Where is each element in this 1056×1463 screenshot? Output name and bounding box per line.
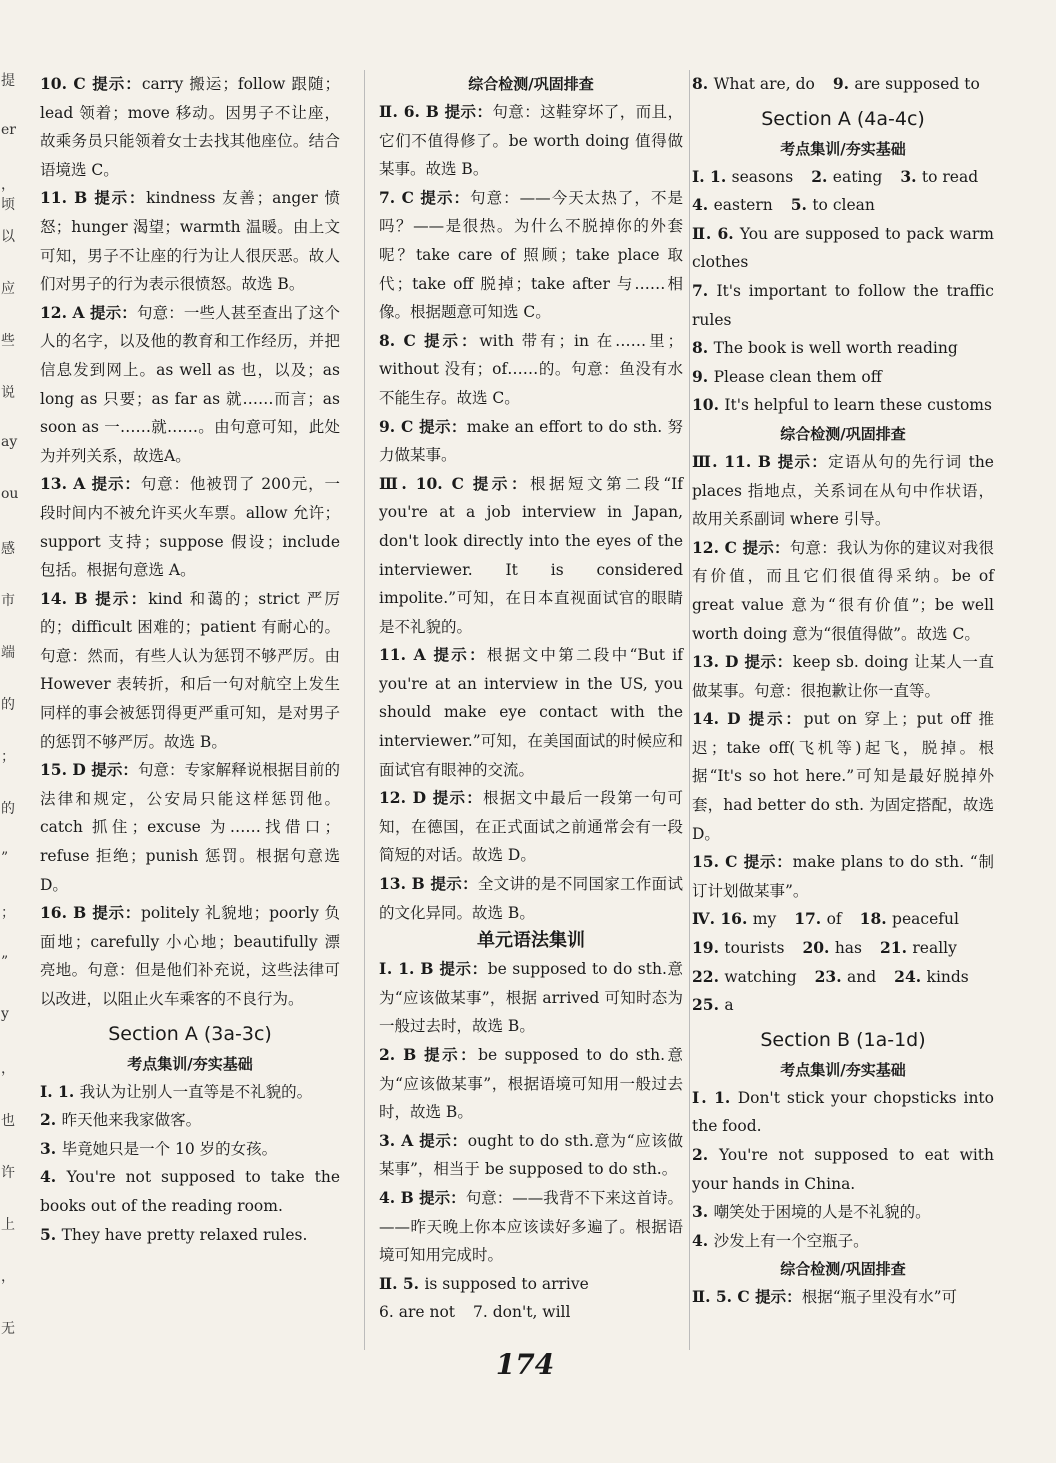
item-number: 16. B	[40, 903, 93, 923]
item-text: seasons	[731, 167, 794, 186]
item-text: 句意：专家解释说根据目前的法律和规定，公安局只能这样惩罚他。catch 抓住；excuse 为……找借口；refuse 拒绝；punish 惩罚。根据句意选 D。	[40, 761, 340, 894]
item-number: 7. C	[379, 187, 421, 207]
answer-item	[379, 870, 683, 927]
hint-label: 提示：	[420, 187, 471, 207]
answer-item	[379, 784, 683, 870]
hint-label: 提示：	[433, 645, 487, 665]
answer-item	[379, 641, 683, 784]
answer-item	[379, 955, 683, 1041]
answer-item	[794, 905, 841, 934]
answer-item	[379, 1127, 683, 1184]
item-text: tourists	[724, 939, 785, 958]
edge-fragment: ou	[1, 486, 19, 502]
item-text: They have pretty relaxed rules.	[61, 1225, 308, 1244]
edge-fragment: ；	[1, 749, 15, 765]
item-text: a	[724, 996, 734, 1015]
edge-fragment: 市	[1, 593, 15, 609]
item-number: 5.	[40, 1224, 62, 1244]
item-text: has	[834, 939, 862, 958]
item-number: 21.	[880, 938, 913, 958]
hint-label: 提示：	[444, 102, 493, 121]
item-text: 句意：一些人甚至查出了这个人的名字，以及他的教育和工作经历，并把信息发到网上。as well as 也，以及；as long as 只要；as far as 就……而言；as soon as 一……就……。由句意可知，此处为并列关系，故选A。	[40, 303, 340, 465]
item-number: 8.	[692, 338, 714, 358]
answer-item	[692, 705, 994, 848]
edge-fragment: ，顷	[1, 177, 15, 213]
item-text: of	[826, 910, 842, 929]
subsection-title: 考点集训/夯实基础	[780, 139, 906, 158]
answer-item	[692, 848, 994, 905]
answer-row	[692, 991, 994, 1020]
answer-item	[692, 991, 734, 1020]
edge-fragment: 也	[1, 1113, 15, 1129]
item-text: kind 和蔼的；strict 严厉的；difficult 困难的；patient 有耐心的。句意：然而，有些人认为惩罚不够严厉。由 However 表转折，和后一句对航空上发生同样的事会被惩罚得更严重可知，是对男子的惩罚不够严厉。故选 B。	[40, 589, 340, 751]
item-number: 12. C	[692, 537, 743, 557]
item-number: Ⅳ. 16.	[692, 909, 753, 929]
item-number: 8.	[692, 74, 714, 93]
answer-item	[379, 1184, 683, 1270]
column-1	[40, 70, 340, 1249]
answer-item	[900, 163, 978, 192]
edge-fragment: 无	[1, 1321, 15, 1337]
item-text: carry 搬运；follow 跟随；lead 领着；move 移动。因男子不让座，故乘务员只能领着女士去找其他座位。结合语境选 C。	[40, 75, 340, 179]
answer-item	[379, 1041, 683, 1127]
item-number: 20.	[802, 938, 835, 958]
item-text: to clean	[812, 196, 875, 215]
item-text: kinds	[926, 967, 969, 986]
answer-item	[692, 1227, 994, 1256]
answer-item	[692, 163, 793, 192]
hint-label: 提示：	[424, 1045, 479, 1064]
item-number: 18.	[859, 909, 893, 929]
item-number: 2.	[40, 1110, 62, 1130]
item-number: 4.	[40, 1167, 67, 1187]
item-text: 根据文中最后一段第一句可知，在德国，在正式面试之前通常会有一段简短的对话。故选 D。	[379, 789, 683, 865]
edge-fragment: ”	[1, 850, 9, 866]
item-text: kindness 友善；anger 愤怒；hunger 渴望；warmth 温暖。由上文可知，男子不让座的行为让人很厌恶。故人们对男子的行为表示很愤怒。故选 B。	[40, 189, 340, 294]
edge-fragment: 些	[1, 333, 15, 349]
answer-item	[692, 191, 773, 220]
edge-fragment: 的	[1, 697, 15, 713]
item-text: 句意：——我背不下来这首诗。——昨天晚上你本应该读好多遍了。根据语境可知用完成时。	[379, 1188, 683, 1265]
item-number: 8. C	[379, 330, 425, 350]
item-text: 句意：我认为你的建议对我很有价值，而且它们很值得采纳。be of great value 意为“很有价值”；be well worth doing 意为“很值得做”。故选 C。	[692, 538, 994, 643]
item-number: 10.	[692, 395, 725, 415]
item-number: Ⅰ. 1.	[40, 1081, 80, 1101]
edge-fragment: ”	[1, 954, 9, 970]
item-text: put on 穿上；put off 推迟；take off(飞机等)起飞，脱掉。根据“It's so hot here.”可知是最好脱掉外套，had better do sth. 为固定搭配，故选 D。	[692, 710, 994, 843]
answer-item	[40, 1221, 340, 1250]
item-text: with 带有；in 在……里；without 没有；of……的。句意：鱼没有水不能生存。故选 C。	[379, 331, 684, 407]
section-title: Section B (1a-1d)	[760, 1028, 926, 1051]
item-number: 3.	[692, 1202, 714, 1222]
answer-item	[692, 277, 994, 334]
item-number: 3.	[40, 1138, 62, 1158]
item-text: really	[912, 939, 957, 958]
item-number: 2.	[692, 1145, 719, 1164]
answer-item	[692, 1141, 994, 1198]
item-number: 4.	[692, 195, 714, 215]
item-text: You're not supposed to take the books out of the reading room.	[40, 1168, 340, 1215]
item-number: Ⅲ. 10. C	[379, 473, 473, 493]
answer-item	[692, 534, 994, 648]
item-number: 3.	[900, 166, 922, 186]
hint-label: 提示：	[92, 74, 142, 93]
answer-item	[880, 934, 957, 963]
item-number: Ⅱ. 5. C	[692, 1287, 756, 1307]
item-text: 我认为让别人一直等是不礼貌的。	[79, 1082, 313, 1101]
item-text: Please clean them off	[713, 367, 882, 386]
subsection-title: 考点集训/夯实基础	[127, 1054, 253, 1073]
hint-label: 提示：	[419, 1187, 466, 1207]
answer-item: 6. are not	[379, 1303, 456, 1322]
hint-label: 提示：	[91, 474, 141, 494]
hint-label: 提示：	[748, 709, 804, 729]
answer-item	[811, 163, 882, 192]
section-title: Section A (4a-4c)	[761, 107, 925, 130]
hint-label: 提示：	[742, 537, 790, 557]
answer-item	[379, 1270, 683, 1299]
edge-fragment: 以	[1, 229, 15, 245]
answer-item	[379, 470, 683, 642]
hint-label: 提示：	[95, 588, 149, 608]
item-text: to read	[921, 167, 979, 186]
answer-row	[692, 905, 994, 934]
answer-item	[40, 470, 340, 584]
item-number: 11. B	[40, 188, 95, 208]
subsection-title: 考点集训/夯实基础	[780, 1060, 906, 1079]
edge-fragment: 端	[1, 645, 15, 661]
item-number: 7.	[692, 280, 717, 300]
answer-item	[692, 648, 994, 705]
item-number: 5.	[790, 195, 813, 215]
hint-label: 提示：	[755, 1287, 802, 1307]
item-number: Ⅲ. 11. B	[692, 451, 778, 471]
hint-label: 提示：	[439, 959, 488, 979]
left-edge-fragments	[0, 0, 20, 1463]
edge-fragment: ，	[1, 1269, 15, 1285]
item-text: 根据文中第二段中“But if you're at an interview in the US, you should make eye contact with the interviewer.”可知，在美国面试的时候应和面试官有眼神的交流。	[379, 646, 683, 779]
item-text: is supposed to arrive	[424, 1274, 589, 1293]
answer-row	[692, 963, 994, 992]
item-number: 2.	[811, 166, 833, 186]
item-text: 句意：他被罚了 200元，一段时间内不被允许买火车票。allow 允许；support 支持；suppose 假设；include 包括。根据句意选 A。	[40, 475, 340, 580]
answer-item	[815, 963, 877, 992]
item-text: eating	[832, 167, 883, 186]
item-number: 13. A	[40, 474, 92, 494]
edge-fragment: ；	[1, 905, 15, 921]
edge-fragment: 说	[1, 385, 15, 401]
item-text: watching	[724, 967, 797, 986]
item-text: eastern	[713, 196, 773, 215]
answer-item	[40, 1106, 340, 1135]
item-number: Ⅱ. 6.	[692, 223, 740, 243]
hint-label: 提示：	[92, 903, 141, 923]
hint-label: 提示：	[94, 188, 147, 208]
answer-item	[40, 1163, 340, 1220]
answer-item	[692, 391, 994, 420]
answer-item	[379, 98, 683, 184]
answer-item	[379, 327, 683, 413]
item-text: my	[752, 910, 777, 929]
item-text: peaceful	[892, 910, 959, 929]
item-text: keep sb. doing 让某人一直做某事。句意：很抱歉让你一直等。	[692, 653, 994, 700]
item-text: 根据“瓶子里没有水”可	[801, 1288, 958, 1307]
edge-fragment: ay	[1, 434, 18, 450]
item-number: 14. D	[692, 709, 749, 729]
item-number: 9.	[832, 74, 855, 93]
answer-item	[692, 363, 994, 392]
answer-item	[692, 334, 994, 363]
answer-item	[692, 905, 776, 934]
item-text: You're not supposed to eat with your hands in China.	[692, 1146, 994, 1193]
item-text: 沙发上有一个空瓶子。	[713, 1231, 869, 1250]
item-number: 13. D	[692, 652, 745, 672]
item-number: 14. B	[40, 588, 96, 608]
item-text: You are supposed to pack warm clothes	[692, 224, 995, 272]
answer-item	[860, 905, 959, 934]
answer-item	[40, 1078, 340, 1107]
edge-fragment: 提	[1, 73, 15, 89]
hint-label: 提示：	[90, 302, 137, 322]
answer-row	[379, 1298, 683, 1327]
page-number: 174	[495, 1348, 555, 1381]
answer-item	[40, 899, 340, 1013]
hint-label: 提示：	[432, 788, 484, 808]
item-number: Ⅱ. 5.	[379, 1273, 425, 1293]
answer-item	[379, 413, 683, 470]
item-number: 22.	[692, 966, 725, 986]
item-number: 4.	[692, 1230, 714, 1250]
item-number: 15. D	[40, 760, 92, 780]
item-text: are supposed to	[854, 75, 980, 93]
column-2	[364, 70, 690, 1350]
hint-label: 提示：	[91, 760, 138, 780]
item-number: 11. A	[379, 645, 434, 665]
item-text: It's important to follow the traffic rules	[692, 281, 994, 329]
subsection-title: 综合检测/巩固排查	[468, 75, 594, 93]
answer-item	[40, 756, 340, 899]
item-text: ought to do sth.意为“应该做某事”，相当于 be supposed to do sth.。	[379, 1131, 683, 1179]
answer-item	[894, 963, 969, 992]
item-text: 句意：——今天太热了，不是吗？——是很热。为什么不脱掉你的外套呢？take care of 照顾；take place 取代；take off 脱掉；take after 与……相像。根据题意可知选 C。	[379, 188, 683, 322]
edge-fragment: 感	[1, 541, 15, 557]
answer-item	[40, 585, 340, 757]
hint-label: 提示：	[430, 874, 478, 894]
item-text: make an effort to do sth. 努力做某事。	[379, 417, 684, 465]
item-number: 24.	[894, 966, 927, 986]
item-number: 12. A	[40, 302, 91, 322]
answer-item	[40, 1135, 340, 1164]
answer-item	[692, 70, 815, 99]
item-number: Ⅰ. 1.	[692, 166, 732, 186]
answer-item	[692, 1084, 994, 1141]
item-number: 9. C	[379, 416, 420, 436]
answer-item	[692, 963, 797, 992]
answer-item	[802, 934, 862, 963]
item-number: 25.	[692, 995, 725, 1015]
answer-item	[379, 184, 683, 327]
item-number: 17.	[794, 909, 827, 929]
item-text: The book is well worth reading	[713, 339, 958, 358]
hint-label: 提示：	[743, 852, 793, 872]
subsection-title: 综合检测/巩固排查	[780, 1260, 906, 1279]
item-text: politely 礼貌地；poorly 负面地；carefully 小心地；beautifully 漂亮地。句意：但是他们补充说，这些法律可以改进，以阻止火车乘客的不良行为。	[40, 904, 340, 1008]
answer-item	[692, 1283, 994, 1312]
answer-item	[692, 934, 784, 963]
item-number: 15. C	[692, 852, 744, 872]
section-title: Section A (3a-3c)	[108, 1022, 272, 1045]
edge-fragment: ，	[1, 1061, 15, 1077]
edge-fragment: 的	[1, 801, 15, 817]
answer-item	[692, 220, 994, 277]
item-text: be supposed to do sth.意为“应该做某事”，根据 arrived 可知时态为一般过去时，故选 B。	[379, 960, 683, 1036]
answer-item	[40, 70, 340, 184]
edge-fragment: y	[1, 1006, 9, 1022]
item-text: 根据短文第二段“If you're at a job interview in Japan, don't look directly into the eyes of the interviewer. It is considered impolite.”可知，在日本直视面试官的眼睛是不礼貌的。	[379, 474, 683, 636]
item-number: 9.	[692, 366, 714, 386]
item-text: It's helpful to learn these customs	[724, 396, 992, 415]
answer-row	[692, 934, 994, 963]
item-number: 2. B	[379, 1045, 425, 1064]
item-number: 13. B	[379, 874, 431, 894]
answer-item	[791, 191, 875, 220]
item-text: 定语从句的先行词 the places 指地点，关系词在从句中作状语，故用关系副词 where 引导。	[692, 452, 994, 529]
item-text: Don't stick your chopsticks into the food.	[692, 1088, 994, 1136]
item-number: Ⅰ. 1. B	[379, 959, 440, 979]
edge-fragment: 许	[1, 1165, 15, 1181]
item-number: 4. B	[379, 1187, 420, 1207]
answer-item	[692, 1198, 994, 1227]
edge-fragment: 应	[1, 281, 15, 297]
item-text: 毕竟她只是一个 10 岁的女孩。	[61, 1139, 278, 1158]
answer-item	[40, 299, 340, 471]
item-text: 昨天他来我家做客。	[61, 1111, 202, 1130]
item-number: Ⅱ. 6. B	[379, 102, 445, 121]
item-text: 全文讲的是不同国家工作面试的文化异同。故选 B。	[379, 875, 683, 922]
item-number: 10. C	[40, 74, 93, 93]
edge-fragment: er	[1, 122, 16, 138]
item-text: 嘲笑处于困境的人是不礼貌的。	[713, 1203, 931, 1222]
item-number: 23.	[814, 966, 848, 986]
item-text: What are, do	[713, 75, 815, 93]
item-text: 句意：这鞋穿坏了，而且，它们不值得修了。be worth doing 值得做某事。故选 B。	[379, 103, 683, 179]
subsection-title: 综合检测/巩固排查	[780, 424, 906, 443]
answer-item	[40, 184, 340, 298]
hint-label: 提示：	[472, 473, 530, 493]
answer-item	[692, 448, 994, 534]
item-number: 19.	[692, 938, 725, 958]
hint-label: 提示：	[777, 451, 829, 471]
item-text: be supposed to do sth.意为“应该做某事”，根据语境可知用一般过去时，故选 B。	[379, 1046, 683, 1122]
item-text: make plans to do sth. “制订计划做某事”。	[692, 853, 994, 900]
hint-label: 提示：	[419, 1130, 468, 1150]
item-number: Ⅰ. 1.	[692, 1087, 738, 1107]
item-number: 3. A	[379, 1130, 420, 1150]
hint-label: 提示：	[419, 416, 467, 436]
hint-label: 提示：	[744, 652, 793, 672]
item-text: and	[847, 967, 877, 986]
answer-item: 7. don't, will	[473, 1303, 571, 1322]
subsection-title: 单元语法集训	[477, 930, 585, 952]
hint-label: 提示：	[424, 330, 480, 350]
column-3	[692, 70, 994, 1312]
item-number: 12. D	[379, 788, 433, 808]
edge-fragment: 上	[1, 1217, 15, 1233]
answer-item	[833, 70, 980, 99]
